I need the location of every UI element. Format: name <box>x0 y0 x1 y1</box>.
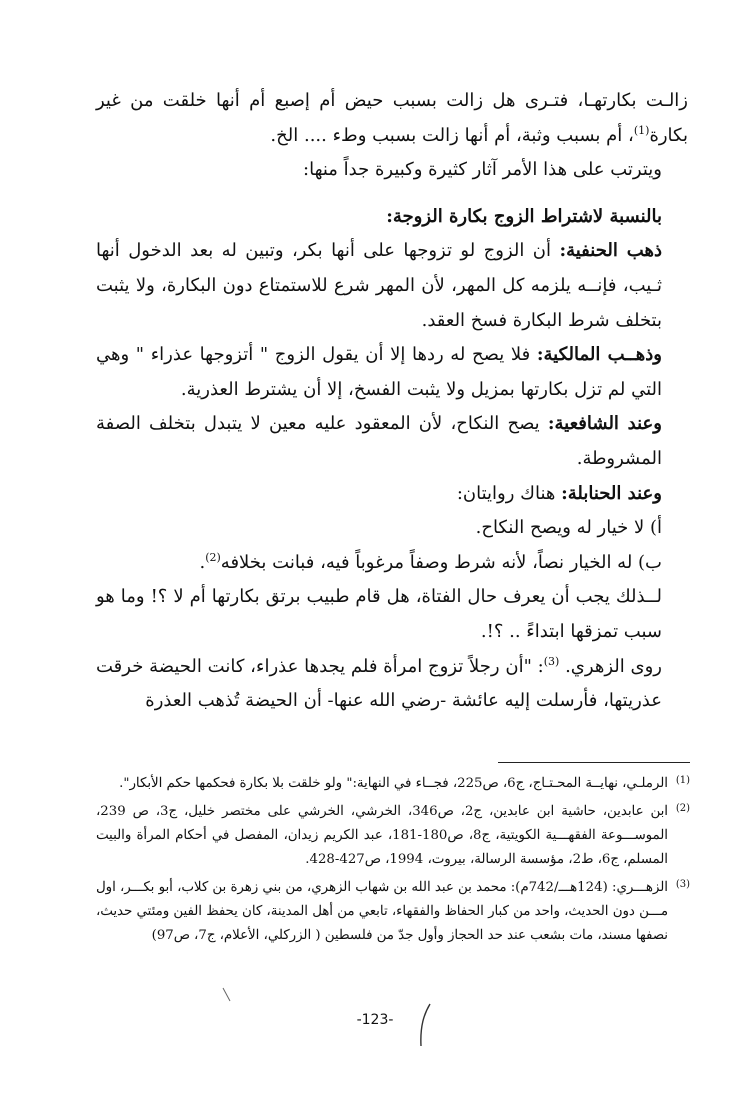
pen-stroke-mark <box>412 1000 436 1050</box>
text-run: . <box>199 551 206 573</box>
footnotes <box>96 772 690 952</box>
footnote-text: الرملـي، نهايــة المحـتـاج، ج6، ص225، فجــاء في النهاية:" ولو خلقت بلا بكارة فحكمها حكم الأبكار". <box>119 776 668 791</box>
paragraph-shafii <box>96 407 688 476</box>
paragraph-lidhalik: لــذلك يجب أن يعرف حال الفتاة، هل قام طبيب برتق بكارتها أم لا ؟! وما هو سبب تمزقها ابتداءً .. ؟!. <box>96 586 662 642</box>
footnote-1 <box>96 772 690 796</box>
spacer <box>96 188 688 200</box>
page-number: -123- <box>356 1012 394 1028</box>
school-label-hanafi: ذهب الحنفية: <box>559 240 662 262</box>
footnote-separator <box>498 762 690 763</box>
text-run: يصح النكاح، لأن المعقود عليه معين لا يتبدل بتخلف الصفة المشروطة. <box>96 413 662 469</box>
footnote-2 <box>96 800 690 872</box>
footnote-3 <box>96 876 690 948</box>
section-heading: بالنسبة لاشتراط الزوج بكارة الزوجة: <box>386 205 662 227</box>
footnote-number: (2) <box>675 803 690 814</box>
text-run: ، أم بسبب وثبة، أم أنها زالت بسبب وطء .... الخ. <box>270 124 634 146</box>
paragraph-hanbali <box>96 477 688 512</box>
option-a: أ) لا خيار له ويصح النكاح. <box>475 517 662 539</box>
footnote-text: الزهـــري: (124هـــ/742م): محمد بن عبد الله بن شهاب الزهري، من بني زهرة بن كلاب، أبو بكـــر، اول مـــن دون الحديث، واحد من كبار الحفاظ والفقهاء، تابعي من أهل المدينة، كان يحفظ الفين ومئتي حديث، نصفها مسند، مات بشعب عند حد الحجاز وأول جدّ من فلسطين ( الزركلي، الأعلام، ج7، ص97) <box>96 880 668 943</box>
text-run: هناك روايتان: <box>456 482 562 504</box>
school-label-shafii: وعند الشافعية: <box>547 413 662 435</box>
paragraph-consequences: ويترتب على هذا الأمر آثار كثيرة وكبيرة جداً منها: <box>303 159 662 181</box>
paragraph-hanafi <box>96 234 688 338</box>
paragraph-zuhri <box>96 650 688 719</box>
pen-dot-mark <box>220 985 234 1005</box>
footnote-number: (1) <box>675 775 690 786</box>
school-label-maliki: وذهــب المالكية: <box>536 344 662 366</box>
footnote-number: (3) <box>675 879 690 890</box>
text-run: أن الزوج لو تزوجها على أنها بكر، وتبين له بعد الدخول أنها ثـيب، فإنــه يلزمه كل المهر، لأن المهر شرع للاستمتاع دون البكارة، ولا يثبت بتخلف شرط البكارة فسخ العقد. <box>96 240 662 331</box>
footnote-text: ابن عابدين، حاشية ابن عابدين، ج2، ص346، الخرشي، الخرشي على مختصر خليل، ج3، ص 239، الموســـوعة الفقهـــية الكويتية، ج8، ص180-181، عبد الكريم زيدان، المفصل في أحكام المرأة والبيت المسلم، ج6، ط2، مؤسسة الرسالة، بيروت، 1994، ص427-428. <box>96 804 668 867</box>
text-run: فلا يصح له ردها إلا أن يقول الزوج " أتزوجها عذراء " وهي التي لم تزل بكارتها بمزيل ولا يثبت الفسخ، إلا أن يشترط العذرية. <box>96 344 662 400</box>
footnote-ref-1[interactable]: (1) <box>633 123 650 137</box>
option-b <box>96 546 688 581</box>
text-run: : "أن رجلاً تزوج امرأة فلم يجدها عذراء، كانت الحيضة خرقت عذريتها، فأرسلت إليه عائشة -رضي الله عنها- أن الحيضة تُذهب العذرة <box>96 655 662 712</box>
paragraph-intro <box>96 84 688 153</box>
paragraph-maliki <box>96 338 688 407</box>
text-run: زالـت بكارتهـا، فتـرى هل زالت بسبب حيض أم إصبع أم أنها خلقت من غير بكارة <box>96 90 688 146</box>
main-text <box>96 84 688 719</box>
footnote-ref-2[interactable]: (2) <box>205 550 221 564</box>
footnote-ref-3[interactable]: (3) <box>543 654 560 668</box>
text-run: ب) له الخيار نصاً، لأنه شرط وصفاً مرغوباً فيه، فبانت بخلافه <box>220 551 662 573</box>
text-run: روى الزهري. <box>559 655 662 677</box>
school-label-hanbali: وعند الحنابلة: <box>561 482 662 504</box>
